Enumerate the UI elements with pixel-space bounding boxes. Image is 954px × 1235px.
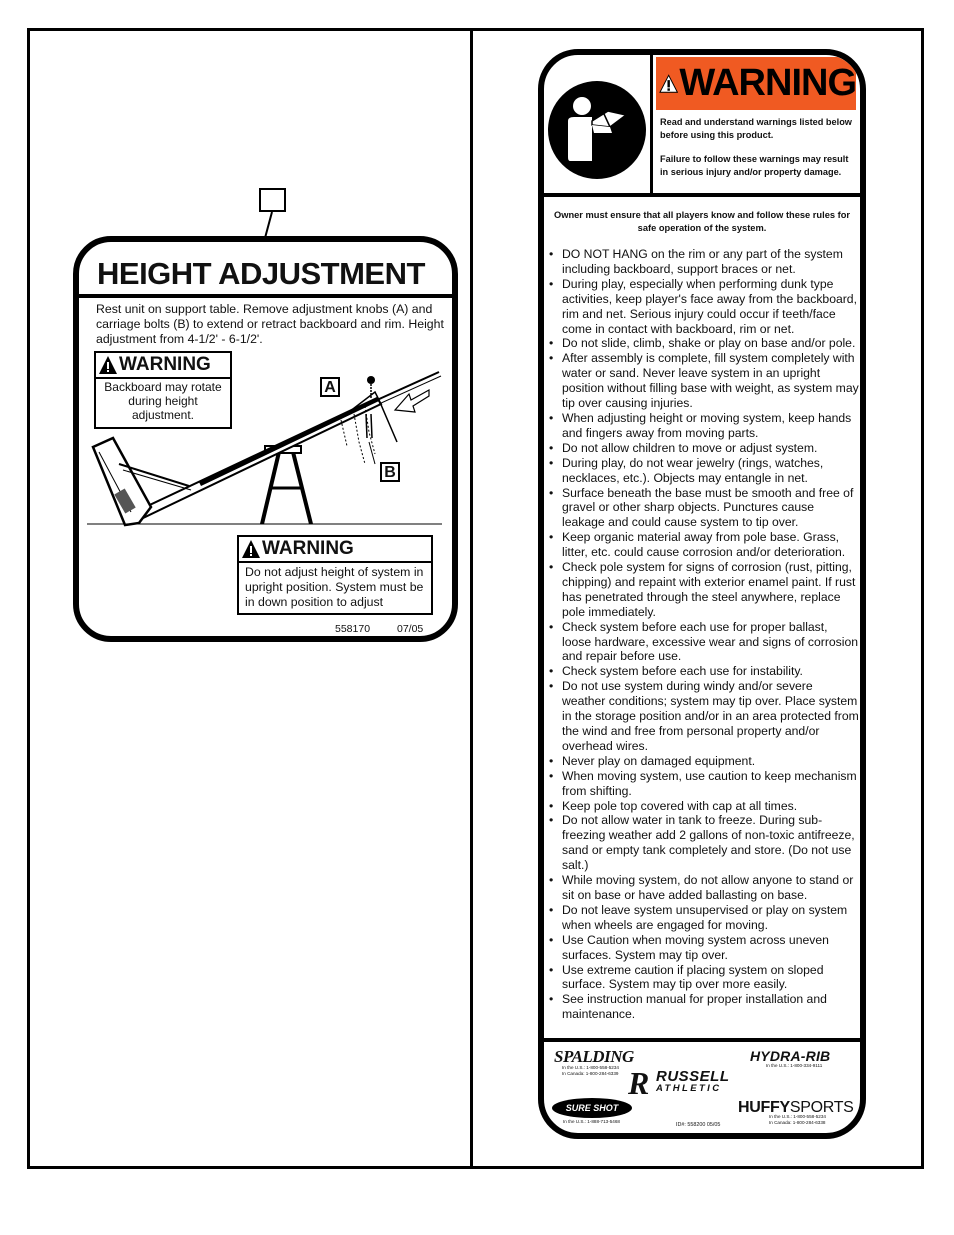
warning-item: • DO NOT HANG on the rim or any part of the system including backboard, support braces or net. [549,247,859,277]
spalding-contact: In the U.S.: 1-800-558-5234 In Canada: 1-800-284-6339 [562,1065,619,1076]
owner-note: Owner must ensure that all players know and follow these rules for safe operation of the system. [553,210,851,233]
sure-shot-logo: SURE SHOT [552,1098,632,1118]
header-divider [650,55,653,193]
reader-manual-icon [548,81,646,179]
warning-item: • Keep pole top covered with cap at all times. [549,799,859,814]
hydra-contact: In the U.S.: 1-800-334-9111 [766,1063,823,1068]
warning-item: • Use extreme caution if placing system on sloped surface. System may tip over more easily. [549,963,859,993]
hydra-rib-logo: HYDRA-RIB [750,1048,831,1064]
warning-heading: WARNING [96,353,230,377]
warning-item: • Never play on damaged equipment. [549,754,859,769]
warning-text: Do not adjust height of system in upright position. System must be in down position to adjust [245,565,424,609]
warning-banner: WARNING [656,57,856,110]
warning-item: • While moving system, do not allow anyone to stand or sit on base or have added ballasting on base. [549,873,859,903]
warning-item: • See instruction manual for proper installation and maintenance. [549,992,859,1022]
warning-item: • Check pole system for signs of corrosion (rust, pitting, chipping) and repaint with exterior enamel paint. If rust has penetrated through the steel anywhere, replace pole immediately. [549,560,859,620]
warning-item: • When adjusting height or moving system, keep hands and fingers away from moving parts. [549,411,859,441]
warning-item: • Check system before each use for instability. [549,664,859,679]
warning-item: • Do not leave system unsupervised or play on system when wheels are engaged for moving. [549,903,859,933]
huffy-contact: In the U.S.: 1-800-558-5234 In Canada: 1-800-284-6338 [769,1114,826,1125]
warning-box-upright [237,535,433,615]
warning-heading: WARNING [239,537,431,561]
warning-header [544,55,860,193]
warning-item: • Do not slide, climb, shake or play on base and/or pole. [549,336,859,351]
part-number: 558170 [335,623,371,635]
spalding-logo: SPALDING [554,1047,634,1066]
warning-item: • During play, especially when performing dunk type activities, keep player's face away from the backboard, rim and net. Serious injury could occur if teeth/face come in contact with backboard, rim or net. [549,277,859,337]
label-id: ID#: 558200 05/05 [676,1122,721,1128]
warning-item: • During play, do not wear jewelry (rings, watches, necklaces, etc.). Objects may entangle in net. [549,456,859,486]
warning-triangle-icon [241,539,261,559]
russell-r-logo: R [628,1065,650,1101]
label-date: 07/05 [397,623,424,635]
warning-triangle-icon [659,64,678,104]
warning-item: • Surface beneath the base must be smooth and free of gravel or other sharp objects. Punctures cause leakage and could cause system to tip over. [549,486,859,531]
callout-b: B [380,462,400,482]
huffy-sports-logo: HUFFYSPORTS [738,1099,854,1116]
warning-item: • Check system before each use for proper ballast, loose hardware, excessive wear and signs of corrosion and repair before use. [549,620,859,665]
warning-item: • When moving system, use caution to keep mechanism from shifting. [549,769,859,799]
warning-list [549,247,859,1022]
warning-triangle-icon [98,355,118,375]
header-rule [544,193,860,197]
height-adjustment-label [73,236,458,642]
footer-rule [544,1038,860,1042]
warning-item: • Do not use system during windy and/or severe weather conditions; system may tip over. Place system in the storage position and/or in an area protected from the wind and free from personal property and/or overhead wires. [549,679,859,754]
callout-a: A [320,377,340,397]
warning-item: • After assembly is complete, fill system completely with water or sand. Never leave system in an upright position without filling base with weight, as system may tip over causing injuries. [549,351,859,411]
russell-logo: RUSSELL [656,1068,730,1085]
athletic-logo: ATHLETIC [656,1083,722,1094]
sure-shot-contact: In the U.S.: 1-888-713-5468 [563,1119,620,1124]
reference-box [259,188,286,212]
column-divider [470,28,473,1169]
warning-item: • Do not allow water in tank to freeze. During sub-freezing weather add 2 gallons of non-toxic antifreeze, sand or empty tank completely and store. (Do not use salt.) [549,813,859,873]
label-title: HEIGHT ADJUSTMENT [97,256,425,291]
warning-item: • Use Caution when moving system across uneven surfaces. System may tip over. [549,933,859,963]
warning-intro: Read and understand warnings listed below before using this product. Failure to follow these warnings may result in serious injury and/or property damage. [660,117,852,177]
warning-text: Backboard may rotate during height adjustment. [104,380,222,422]
label-description: Rest unit on support table. Remove adjustment knobs (A) and carriage bolts (B) to extend or retract backboard and rim. Height adjustment from 4-1/2' - 6-1/2'. [96,302,444,346]
warning-box-rotation [94,351,232,429]
safety-warning-label [538,49,866,1139]
warning-item: • Do not allow children to move or adjust system. [549,441,859,456]
warning-item: • Keep organic material away from pole base. Grass, litter, etc. could cause corrosion and/or deterioration. [549,530,859,560]
